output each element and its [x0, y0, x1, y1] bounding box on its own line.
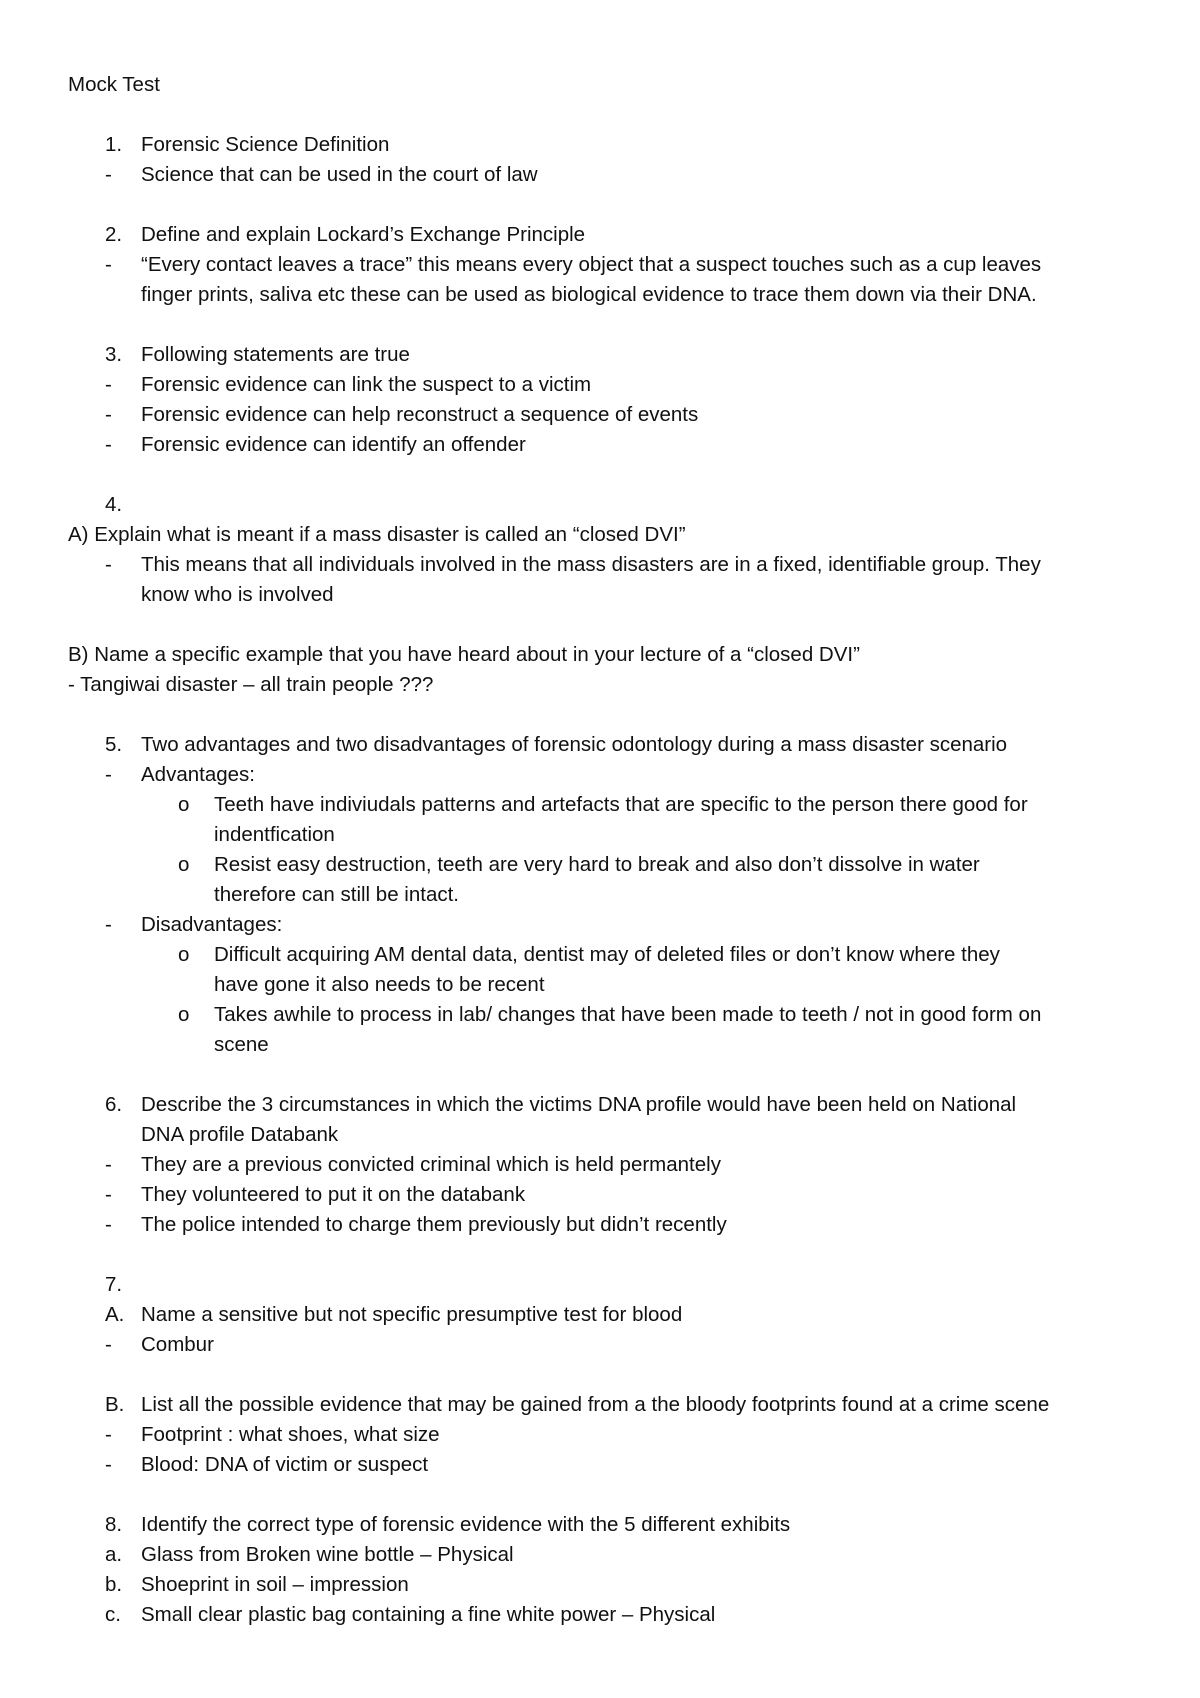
q2-question: Define and explain Lockard’s Exchange Principle: [141, 223, 586, 246]
q5-advantage-1-line-1: Teeth have indiviudals patterns and artefacts that are specific to the person there good for: [214, 793, 1028, 816]
q8-item-text: Shoeprint in soil – impression: [141, 1573, 409, 1596]
q3-number: 3.: [105, 343, 123, 366]
q5-number: 5.: [105, 733, 123, 756]
q5-advantage-2-line-1: Resist easy destruction, teeth are very hard to break and also don’t dissolve in water: [214, 853, 980, 876]
q2-answer-line-2: finger prints, saliva etc these can be used as biological evidence to trace them down via their DNA.: [141, 283, 1037, 306]
q4a-answer-dash: -: [105, 553, 112, 576]
q7b-item-dash: -: [105, 1423, 112, 1446]
q6-number: 6.: [105, 1093, 123, 1116]
q4-number: 4.: [105, 493, 123, 516]
q5-disadvantage-1-line-1: Difficult acquiring AM dental data, dentist may of deleted files or don’t know where they: [214, 943, 1000, 966]
q6-item-dash: -: [105, 1183, 112, 1206]
q7a-label: A.: [105, 1303, 125, 1326]
q6-item-dash: -: [105, 1213, 112, 1236]
q7b-item-dash: -: [105, 1453, 112, 1476]
q4b-question: B) Name a specific example that you have heard about in your lecture of a “closed DVI”: [68, 643, 860, 666]
page-title: Mock Test: [68, 73, 160, 96]
q8-item-label: a.: [105, 1543, 123, 1566]
q7a-question: Name a sensitive but not specific presumptive test for blood: [141, 1303, 683, 1326]
q1-answer-dash: -: [105, 163, 112, 186]
q7-number: 7.: [105, 1273, 123, 1296]
q5-advantages-dash: -: [105, 763, 112, 786]
q6-question-line-1: Describe the 3 circumstances in which the victims DNA profile would have been held on National: [141, 1093, 1017, 1116]
q5-sub-bullet: o: [178, 853, 190, 876]
q1-answer: Science that can be used in the court of law: [141, 163, 538, 186]
q1-question: Forensic Science Definition: [141, 133, 390, 156]
q6-item: They volunteered to put it on the databank: [141, 1183, 526, 1206]
q5-disadvantage-1-line-2: have gone it also needs to be recent: [214, 973, 545, 996]
q7a-answer-dash: -: [105, 1333, 112, 1356]
q5-disadvantage-2-line-1: Takes awhile to process in lab/ changes that have been made to teeth / not in good form on: [214, 1003, 1042, 1026]
q2-answer-line-1: “Every contact leaves a trace” this means every object that a suspect touches such as a cup leaves: [141, 253, 1042, 276]
q5-disadvantages-label: Disadvantages:: [141, 913, 283, 936]
q3-item: Forensic evidence can help reconstruct a sequence of events: [141, 403, 699, 426]
q5-question: Two advantages and two disadvantages of forensic odontology during a mass disaster scenario: [141, 733, 1008, 756]
q4a-answer-line-1: This means that all individuals involved in the mass disasters are in a fixed, identifiable group. They: [141, 553, 1041, 576]
q5-sub-bullet: o: [178, 1003, 190, 1026]
q5-advantage-1-line-2: indentfication: [214, 823, 335, 846]
q8-number: 8.: [105, 1513, 123, 1536]
q6-item: They are a previous convicted criminal which is held permantely: [141, 1153, 721, 1176]
q8-item-text: Small clear plastic bag containing a fine white power – Physical: [141, 1603, 716, 1626]
q7b-item: Footprint : what shoes, what size: [141, 1423, 440, 1446]
q8-item-label: b.: [105, 1573, 123, 1596]
q2-number: 2.: [105, 223, 123, 246]
q3-item-dash: -: [105, 403, 112, 426]
q3-item: Forensic evidence can identify an offender: [141, 433, 526, 456]
q3-item-dash: -: [105, 433, 112, 456]
q5-advantage-2-line-2: therefore can still be intact.: [214, 883, 459, 906]
q7b-question: List all the possible evidence that may be gained from a the bloody footprints found at a crime scene: [141, 1393, 1050, 1416]
q5-sub-bullet: o: [178, 943, 190, 966]
q8-question: Identify the correct type of forensic evidence with the 5 different exhibits: [141, 1513, 791, 1536]
q2-answer-dash: -: [105, 253, 112, 276]
q3-item: Forensic evidence can link the suspect to a victim: [141, 373, 592, 396]
q4a-answer-line-2: know who is involved: [141, 583, 334, 606]
q6-item: The police intended to charge them previously but didn’t recently: [141, 1213, 727, 1236]
q3-question: Following statements are true: [141, 343, 410, 366]
q5-disadvantage-2-line-2: scene: [214, 1033, 269, 1056]
q5-disadvantages-dash: -: [105, 913, 112, 936]
q7b-label: B.: [105, 1393, 125, 1416]
q3-item-dash: -: [105, 373, 112, 396]
q5-sub-bullet: o: [178, 793, 190, 816]
q1-number: 1.: [105, 133, 123, 156]
q8-item-label: c.: [105, 1603, 121, 1626]
q8-item-text: Glass from Broken wine bottle – Physical: [141, 1543, 514, 1566]
q4b-answer: - Tangiwai disaster – all train people ???: [68, 673, 434, 696]
q7b-item: Blood: DNA of victim or suspect: [141, 1453, 429, 1476]
q5-advantages-label: Advantages:: [141, 763, 255, 786]
q6-question-line-2: DNA profile Databank: [141, 1123, 339, 1146]
q7a-answer: Combur: [141, 1333, 214, 1356]
q4a-question: A) Explain what is meant if a mass disaster is called an “closed DVI”: [68, 523, 686, 546]
q6-item-dash: -: [105, 1153, 112, 1176]
